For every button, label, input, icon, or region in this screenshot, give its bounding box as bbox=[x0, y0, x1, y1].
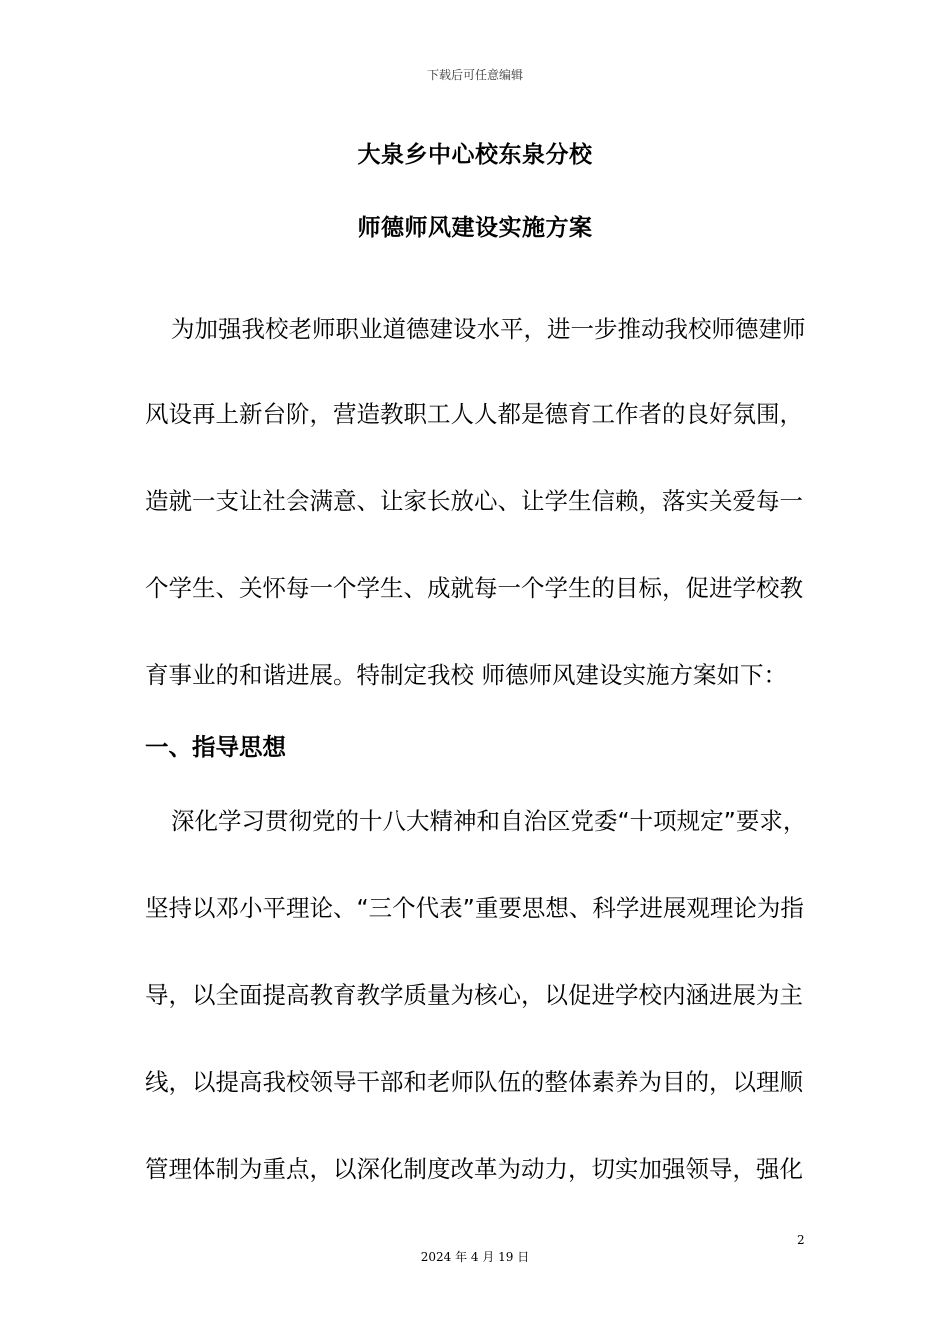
page-number: 2 bbox=[797, 1233, 805, 1247]
document-title-line-1: 大泉乡中心校东泉分校 bbox=[357, 142, 593, 168]
paragraph-line: 造就一支让社会满意、让家长放心、让学生信赖，落实关爱每一 bbox=[145, 487, 803, 515]
paragraph-line: 导，以全面提高教育教学质量为核心，以促进学校内涵进展为主 bbox=[145, 981, 803, 1009]
paragraph-line: 个学生、关怀每一个学生、成就每一个学生的目标，促进学校教 bbox=[145, 574, 803, 602]
paragraph-line: 坚持以邓小平理论、“三个代表”重要思想、科学进展观理论为指 bbox=[145, 894, 804, 922]
header-note: 下载后可任意编辑 bbox=[426, 68, 523, 82]
paragraph-line: 管理体制为重点，以深化制度改革为动力，切实加强领导，强化 bbox=[145, 1155, 803, 1183]
paragraph-line: 线，以提高我校领导干部和老师队伍的整体素养为目的，以理顺 bbox=[145, 1068, 803, 1096]
paragraph-line: 育事业的和谐进展。特制定我校 师德师风建设实施方案如下： bbox=[145, 661, 787, 689]
paragraph-line: 为加强我校老师职业道德建设水平，进一步推动我校师德建师 bbox=[171, 315, 806, 343]
footer-date: 2024 年 4 月 19 日 bbox=[420, 1250, 530, 1264]
paragraph-line: 风设再上新台阶，营造教职工人人都是德育工作者的良好氛围， bbox=[145, 400, 803, 428]
section-heading: 一、指导思想 bbox=[145, 733, 286, 761]
document-title-line-2: 师德师风建设实施方案 bbox=[357, 215, 593, 241]
paragraph-line: 深化学习贯彻党的十八大精神和自治区党委“十项规定”要求， bbox=[171, 807, 807, 835]
